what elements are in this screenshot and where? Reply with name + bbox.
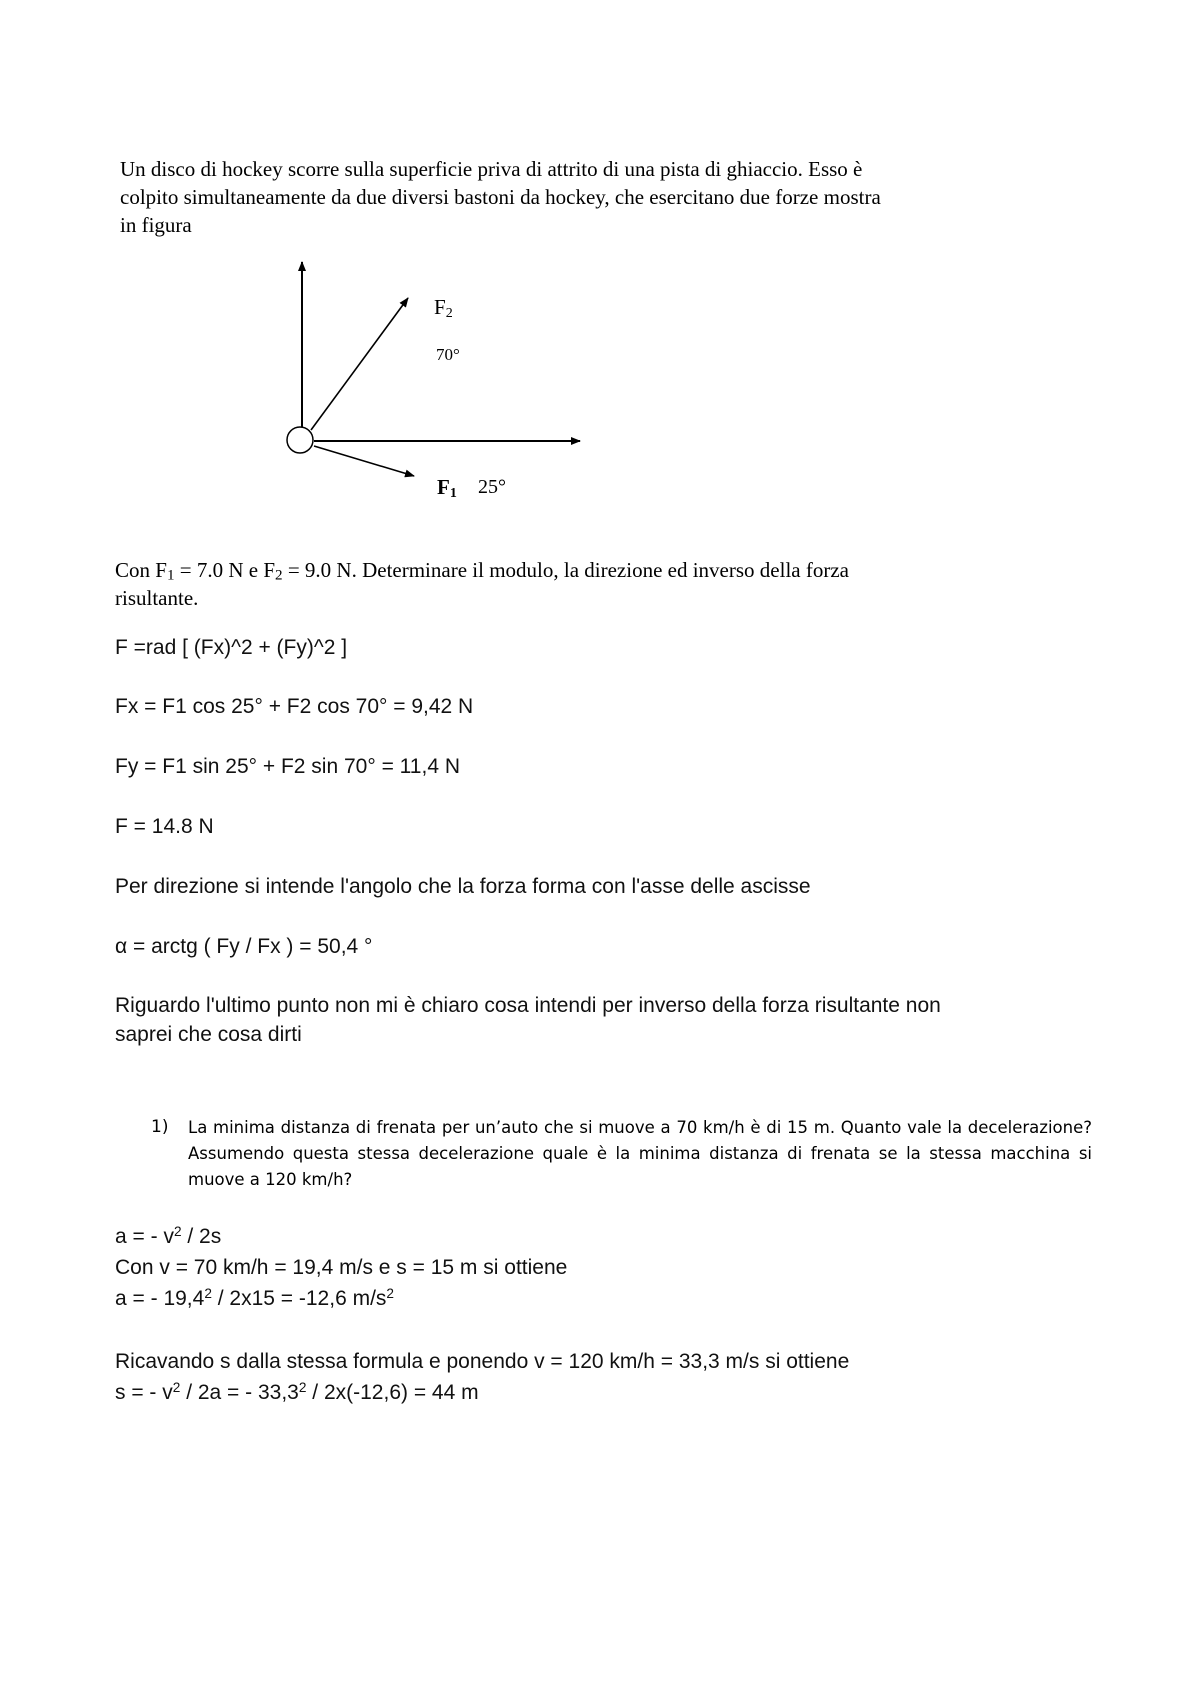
f-result: F = 14.8 N [115, 815, 214, 838]
f1-vector [314, 446, 414, 476]
problem-text: La minima distanza di frenata per un’auto che si muove a 70 km/h è di 15 m. Quanto vale la decelerazione? Assumendo questa stessa decelerazione quale è la minima distanza di frenata se la stessa macchina si muove a 120 km/h? [188, 1118, 1092, 1189]
alpha-equation: α = arctg ( Fy / Fx ) = 50,4 ° [115, 935, 373, 958]
hockey-puck [287, 427, 313, 453]
given-line-1: Con $F_1 = 7.0$ N e $F_2 = 9.0$ N. Determinare il modulo, la direzione ed inverso della forza [115, 558, 849, 584]
f1-angle-label: 25° [478, 476, 506, 498]
resultant-formula: F =rad [ (Fx)^2 + (Fy)^2 ] [115, 636, 348, 659]
intro-line-2: colpito simultaneamente da due diversi bastoni da hockey, che esercitano due forze mostra [120, 185, 881, 209]
remark-line-2: saprei che cosa dirti [115, 1023, 302, 1046]
given-line-2: risultante. [115, 586, 199, 610]
decel-formula: a = - $v^2 / 2s$ [115, 1224, 222, 1248]
distance-setup: Ricavando s dalla stessa formula e ponendo v = 120 km/h = 33,3 m/s si ottiene [115, 1350, 850, 1373]
force-diagram [0, 0, 1200, 520]
intro-line-3: in figura [120, 213, 192, 237]
problem-number: 1) [151, 1117, 169, 1137]
remark-line-1: Riguardo l'ultimo punto non mi è chiaro cosa intendi per inverso della forza risultante non [115, 994, 941, 1017]
intro-line-1: Un disco di hockey scorre sulla superficie priva di attrito di una pista di ghiaccio. Esso è [120, 157, 863, 181]
decel-result: a = - 19,4$^2$ / 2x15 = -12,6 $m/s^2$ [115, 1286, 395, 1310]
given-values: Con v = 70 km/h = 19,4 m/s e s = 15 m si ottiene [115, 1256, 568, 1279]
direction-note: Per direzione si intende l'angolo che la forza forma con l'asse delle ascisse [115, 875, 811, 898]
f2-vector [311, 298, 408, 430]
fy-equation: Fy = F1 sin 25° + F2 sin 70° = 11,4 N [115, 755, 460, 778]
fx-equation: Fx = F1 cos 25° + F2 cos 70° = 9,42 N [115, 695, 474, 718]
f2-angle-label: 70° [436, 345, 460, 364]
f2-label: F2 [434, 295, 453, 321]
distance-result: s = - $v^2 / 2a$ = - 33,3$^2$ / 2x(-12,6) = 44 m [115, 1380, 479, 1404]
f1-label: F1 [437, 475, 457, 501]
